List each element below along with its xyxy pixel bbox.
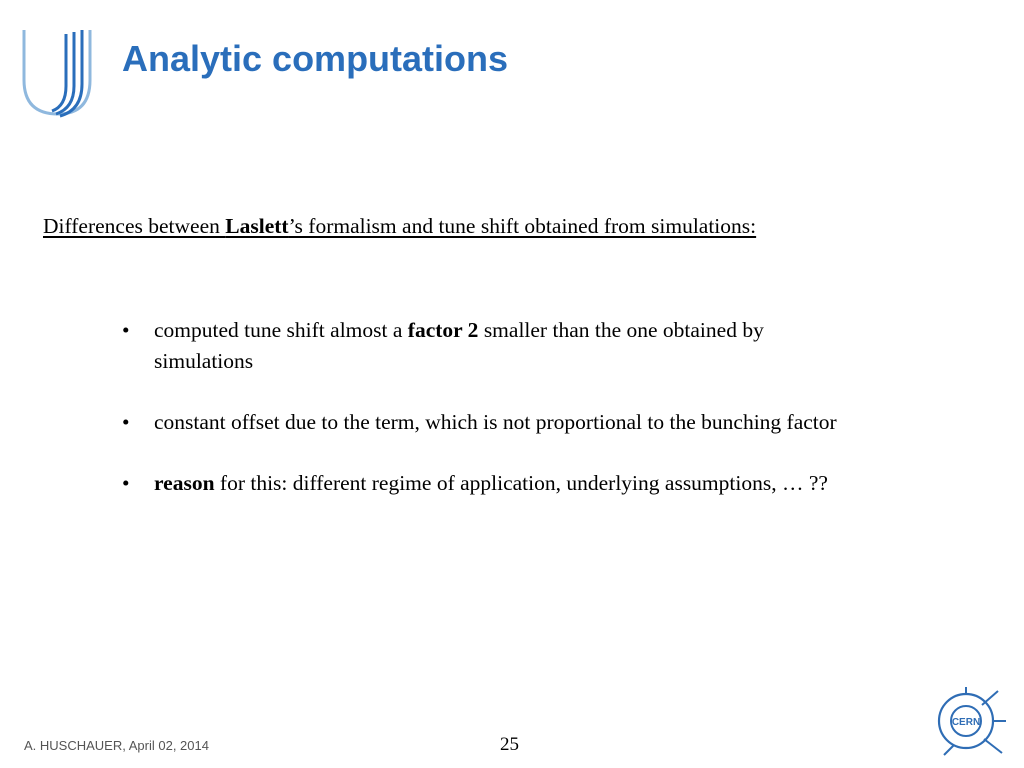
intro-text-after: ’s formalism and tune shift obtained from simulations: xyxy=(288,214,757,238)
footer-author-date: A. HUSCHAUER, April 02, 2014 xyxy=(24,738,209,753)
page-number: 25 xyxy=(500,734,519,755)
intro-text-bold: Laslett xyxy=(225,214,289,238)
bullet-text-after: for this: different regime of application, underlying assumptions, … ?? xyxy=(214,471,828,495)
bullet-item-factor xyxy=(119,315,859,377)
intro-text-before: Differences between xyxy=(43,214,226,238)
bullet-text-before: computed tune shift almost a xyxy=(154,318,408,342)
bullet-text-before: constant offset due to the term, which is not proportional to the bunching factor xyxy=(154,410,837,434)
bullet-item-offset xyxy=(119,407,859,438)
cern-logo-text: CERN xyxy=(951,717,981,728)
bullet-dot: • xyxy=(122,410,130,434)
bullet-dot: • xyxy=(122,318,130,342)
bullet-item-reason xyxy=(119,468,859,499)
bullet-text-bold: reason xyxy=(154,471,215,495)
intro-text xyxy=(43,211,803,242)
bullet-dot: • xyxy=(122,471,130,495)
cern-logo-icon xyxy=(936,685,1008,757)
slide-title: Analytic computations xyxy=(122,38,509,79)
bullet-list xyxy=(119,315,859,529)
bullet-text-bold: factor 2 xyxy=(407,318,479,342)
bullet-text-after: smaller than the one obtained by simulations xyxy=(154,318,764,373)
u-logo-icon xyxy=(20,28,94,118)
